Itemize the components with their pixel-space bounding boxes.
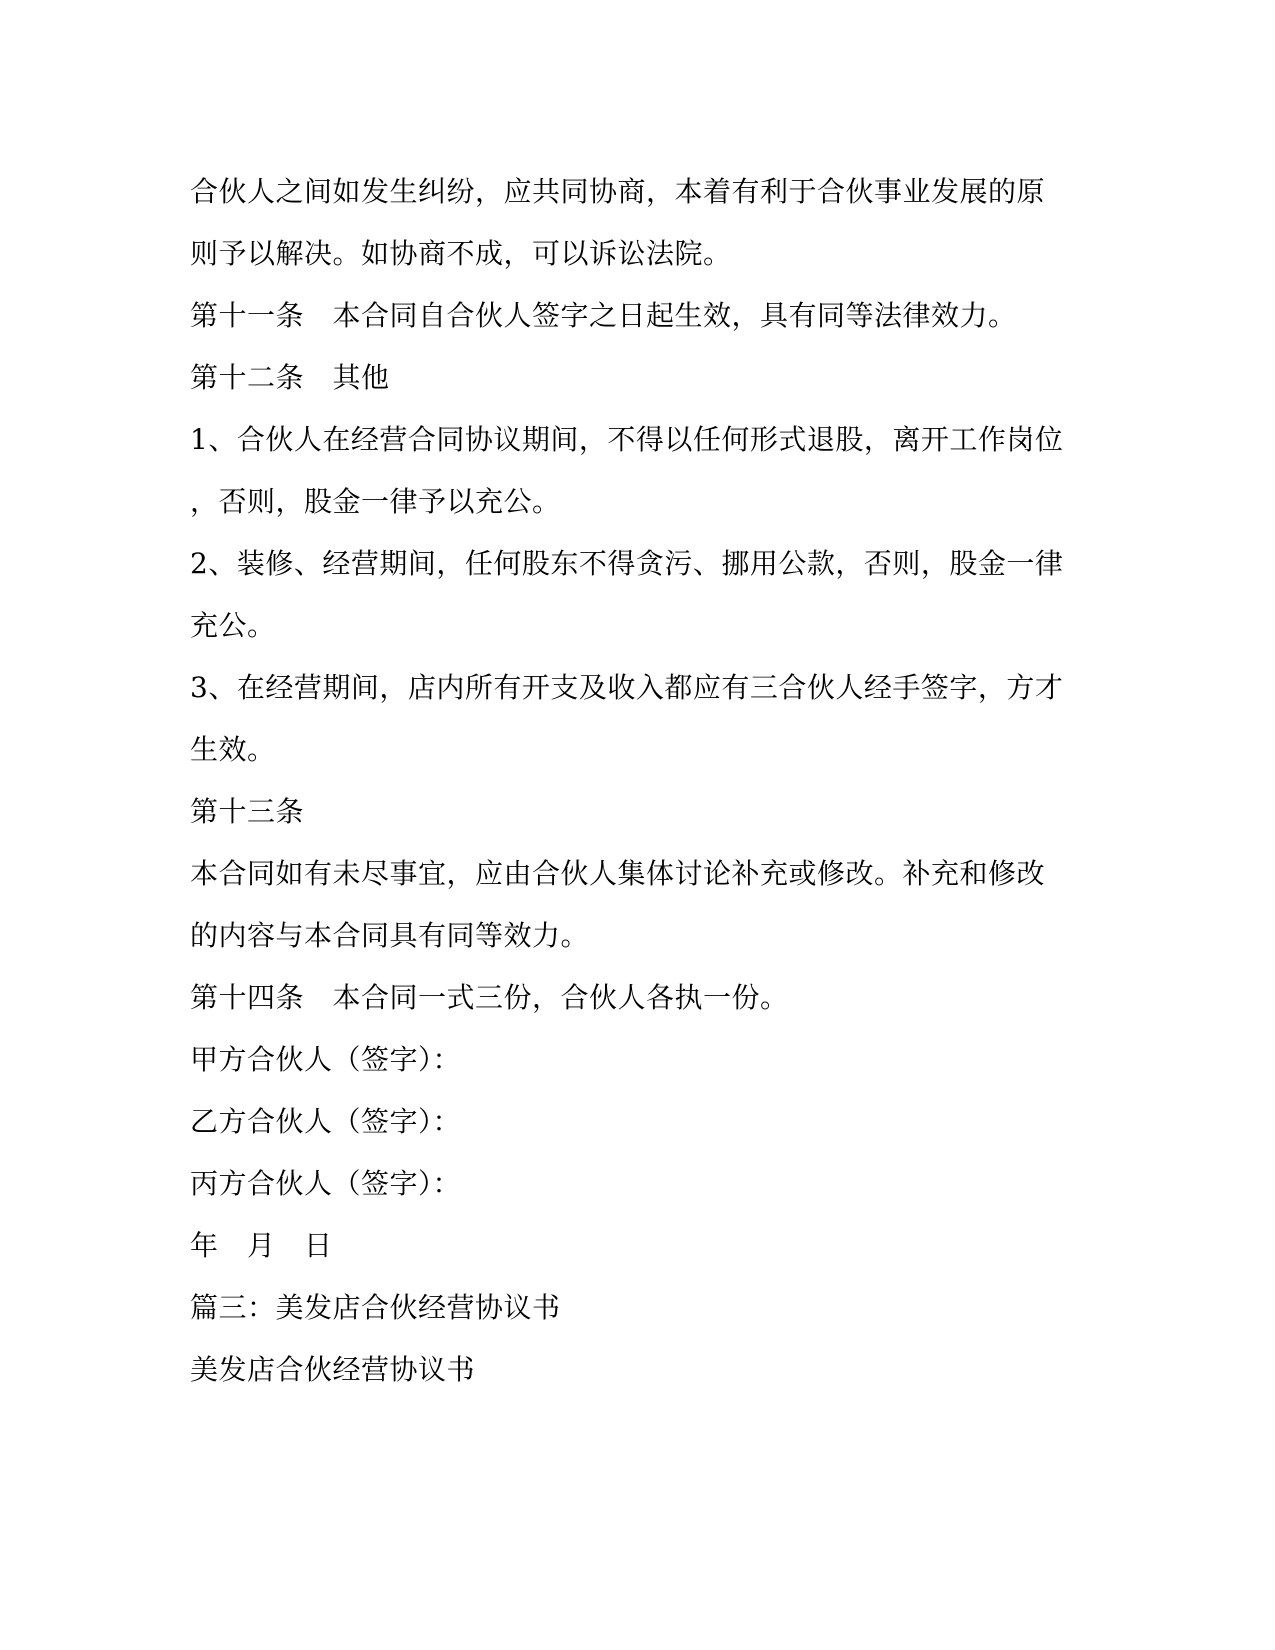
clause-12-heading: 第十二条 其他 xyxy=(190,361,390,394)
signature-party-a: 甲方合伙人（签字）： xyxy=(190,1043,462,1076)
clause-13-heading: 第十三条 xyxy=(190,795,305,828)
section-heading: 篇三：美发店合伙经营协议书 xyxy=(190,1291,561,1324)
document-title: 美发店合伙经营协议书 xyxy=(190,1353,476,1386)
text-line: 生效。 xyxy=(190,733,276,766)
text-line: 1、合伙人在经营合同协议期间，不得以任何形式退股，离开工作岗位 xyxy=(190,423,1064,456)
text-line: 的内容与本合同具有同等效力。 xyxy=(190,919,590,952)
text-line: 合伙人之间如发生纠纷，应共同协商，本着有利于合伙事业发展的原 xyxy=(190,175,1046,208)
date-line: 年 月 日 xyxy=(190,1229,333,1262)
text-line: 2、装修、经营期间，任何股东不得贪污、挪用公款，否则，股金一律 xyxy=(190,547,1064,580)
signature-party-b: 乙方合伙人（签字）： xyxy=(190,1105,462,1138)
clause-11: 第十一条 本合同自合伙人签字之日起生效，具有同等法律效力。 xyxy=(190,299,1017,332)
clause-14: 第十四条 本合同一式三份，合伙人各执一份。 xyxy=(190,981,789,1014)
text-line: ，否则，股金一律予以充公。 xyxy=(190,485,561,518)
text-line: 本合同如有未尽事宜，应由合伙人集体讨论补充或修改。补充和修改 xyxy=(190,857,1046,890)
text-line: 3、在经营期间，店内所有开支及收入都应有三合伙人经手签字，方才 xyxy=(190,671,1064,704)
text-line: 充公。 xyxy=(190,609,276,642)
text-line: 则予以解决。如协商不成，可以诉讼法院。 xyxy=(190,237,732,270)
signature-party-c: 丙方合伙人（签字）： xyxy=(190,1167,462,1200)
